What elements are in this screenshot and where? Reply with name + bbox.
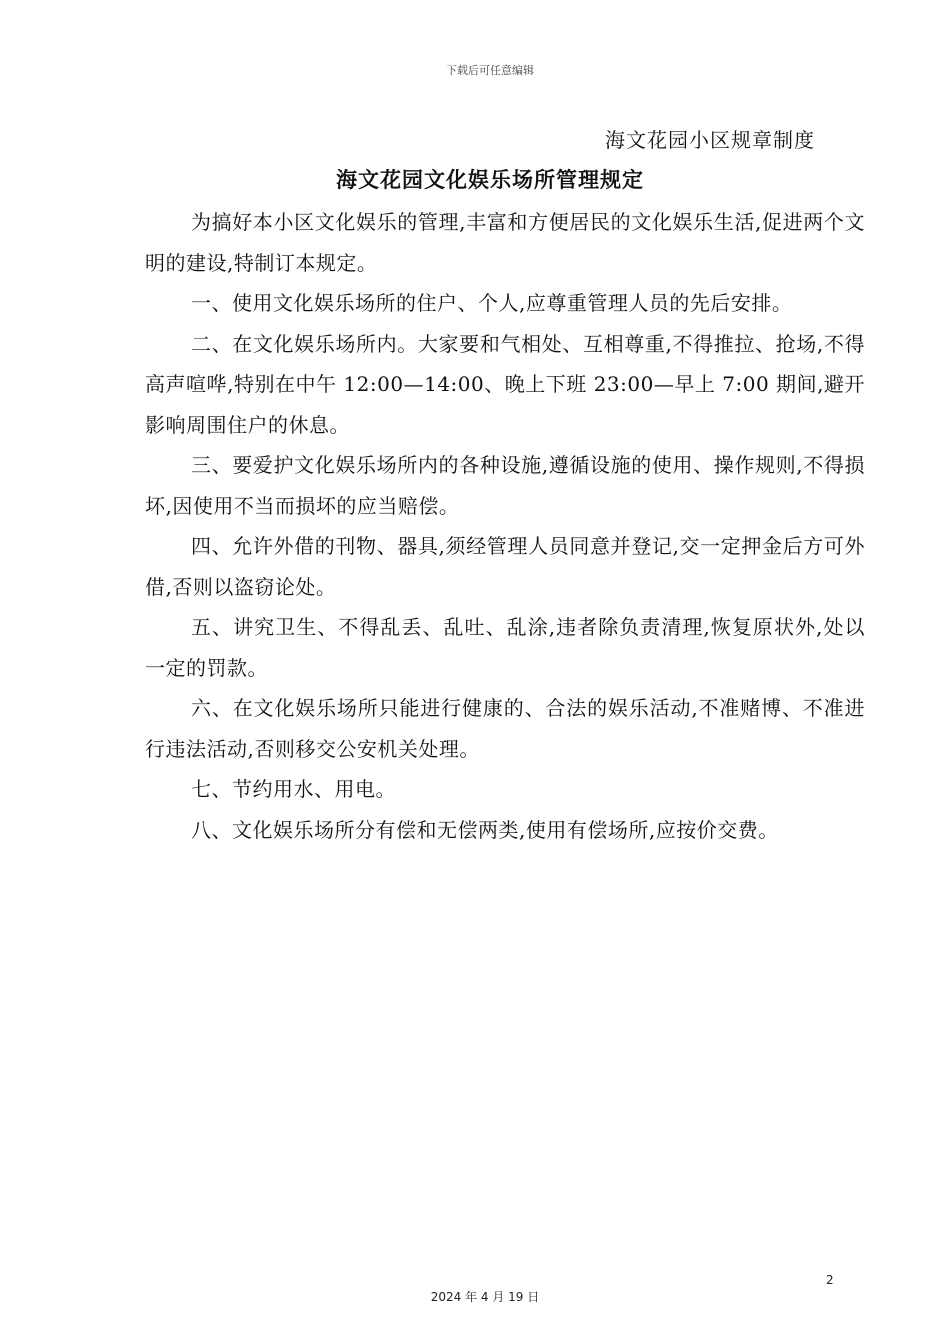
intro-paragraph: 为搞好本小区文化娱乐的管理,丰富和方便居民的文化娱乐生活,促进两个文明的建设,特制订本规定。 (145, 210, 865, 275)
rule-paragraph-5: 五、讲究卫生、不得乱丢、乱吐、乱涂,违者除负责清理,恢复原状外,处以一定的罚款。 (145, 615, 865, 680)
rule-paragraph-6: 六、在文化娱乐场所只能进行健康的、合法的娱乐活动,不准赌博、不准进行违法活动,否则移交公安机关处理。 (145, 696, 865, 761)
rule-paragraph-3: 三、要爱护文化娱乐场所内的各种设施,遵循设施的使用、操作规则,不得损坏,因使用不当而损坏的应当赔偿。 (145, 453, 865, 518)
page-number: 2 (826, 1273, 834, 1287)
header-note: 下载后可任意编辑 (446, 64, 534, 77)
rule-paragraph-8: 八、文化娱乐场所分有偿和无偿两类,使用有偿场所,应按价交费。 (191, 817, 779, 842)
rule-paragraph-1: 一、使用文化娱乐场所的住户、个人,应尊重管理人员的先后安排。 (191, 291, 793, 315)
rule-paragraph-7: 七、节约用水、用电。 (191, 777, 396, 801)
rule-paragraph-2: 二、在文化娱乐场所内。大家要和气相处、互相尊重,不得推拉、抢场,不得高声喧哗,特别在中午 12:00—14:00、晚上下班 23:00—早上 7:00 期间,避开影响周围住户的休息。 (145, 331, 865, 437)
rule-paragraph-4: 四、允许外借的刊物、器具,须经管理人员同意并登记,交一定押金后方可外借,否则以盗窃论处。 (145, 534, 865, 599)
footer-date: 2024 年 4 月 19 日 (430, 1290, 540, 1304)
document-title: 海文花园文化娱乐场所管理规定 (336, 167, 644, 192)
document-body (145, 202, 865, 850)
document-subtitle: 海文花园小区规章制度 (605, 128, 815, 152)
